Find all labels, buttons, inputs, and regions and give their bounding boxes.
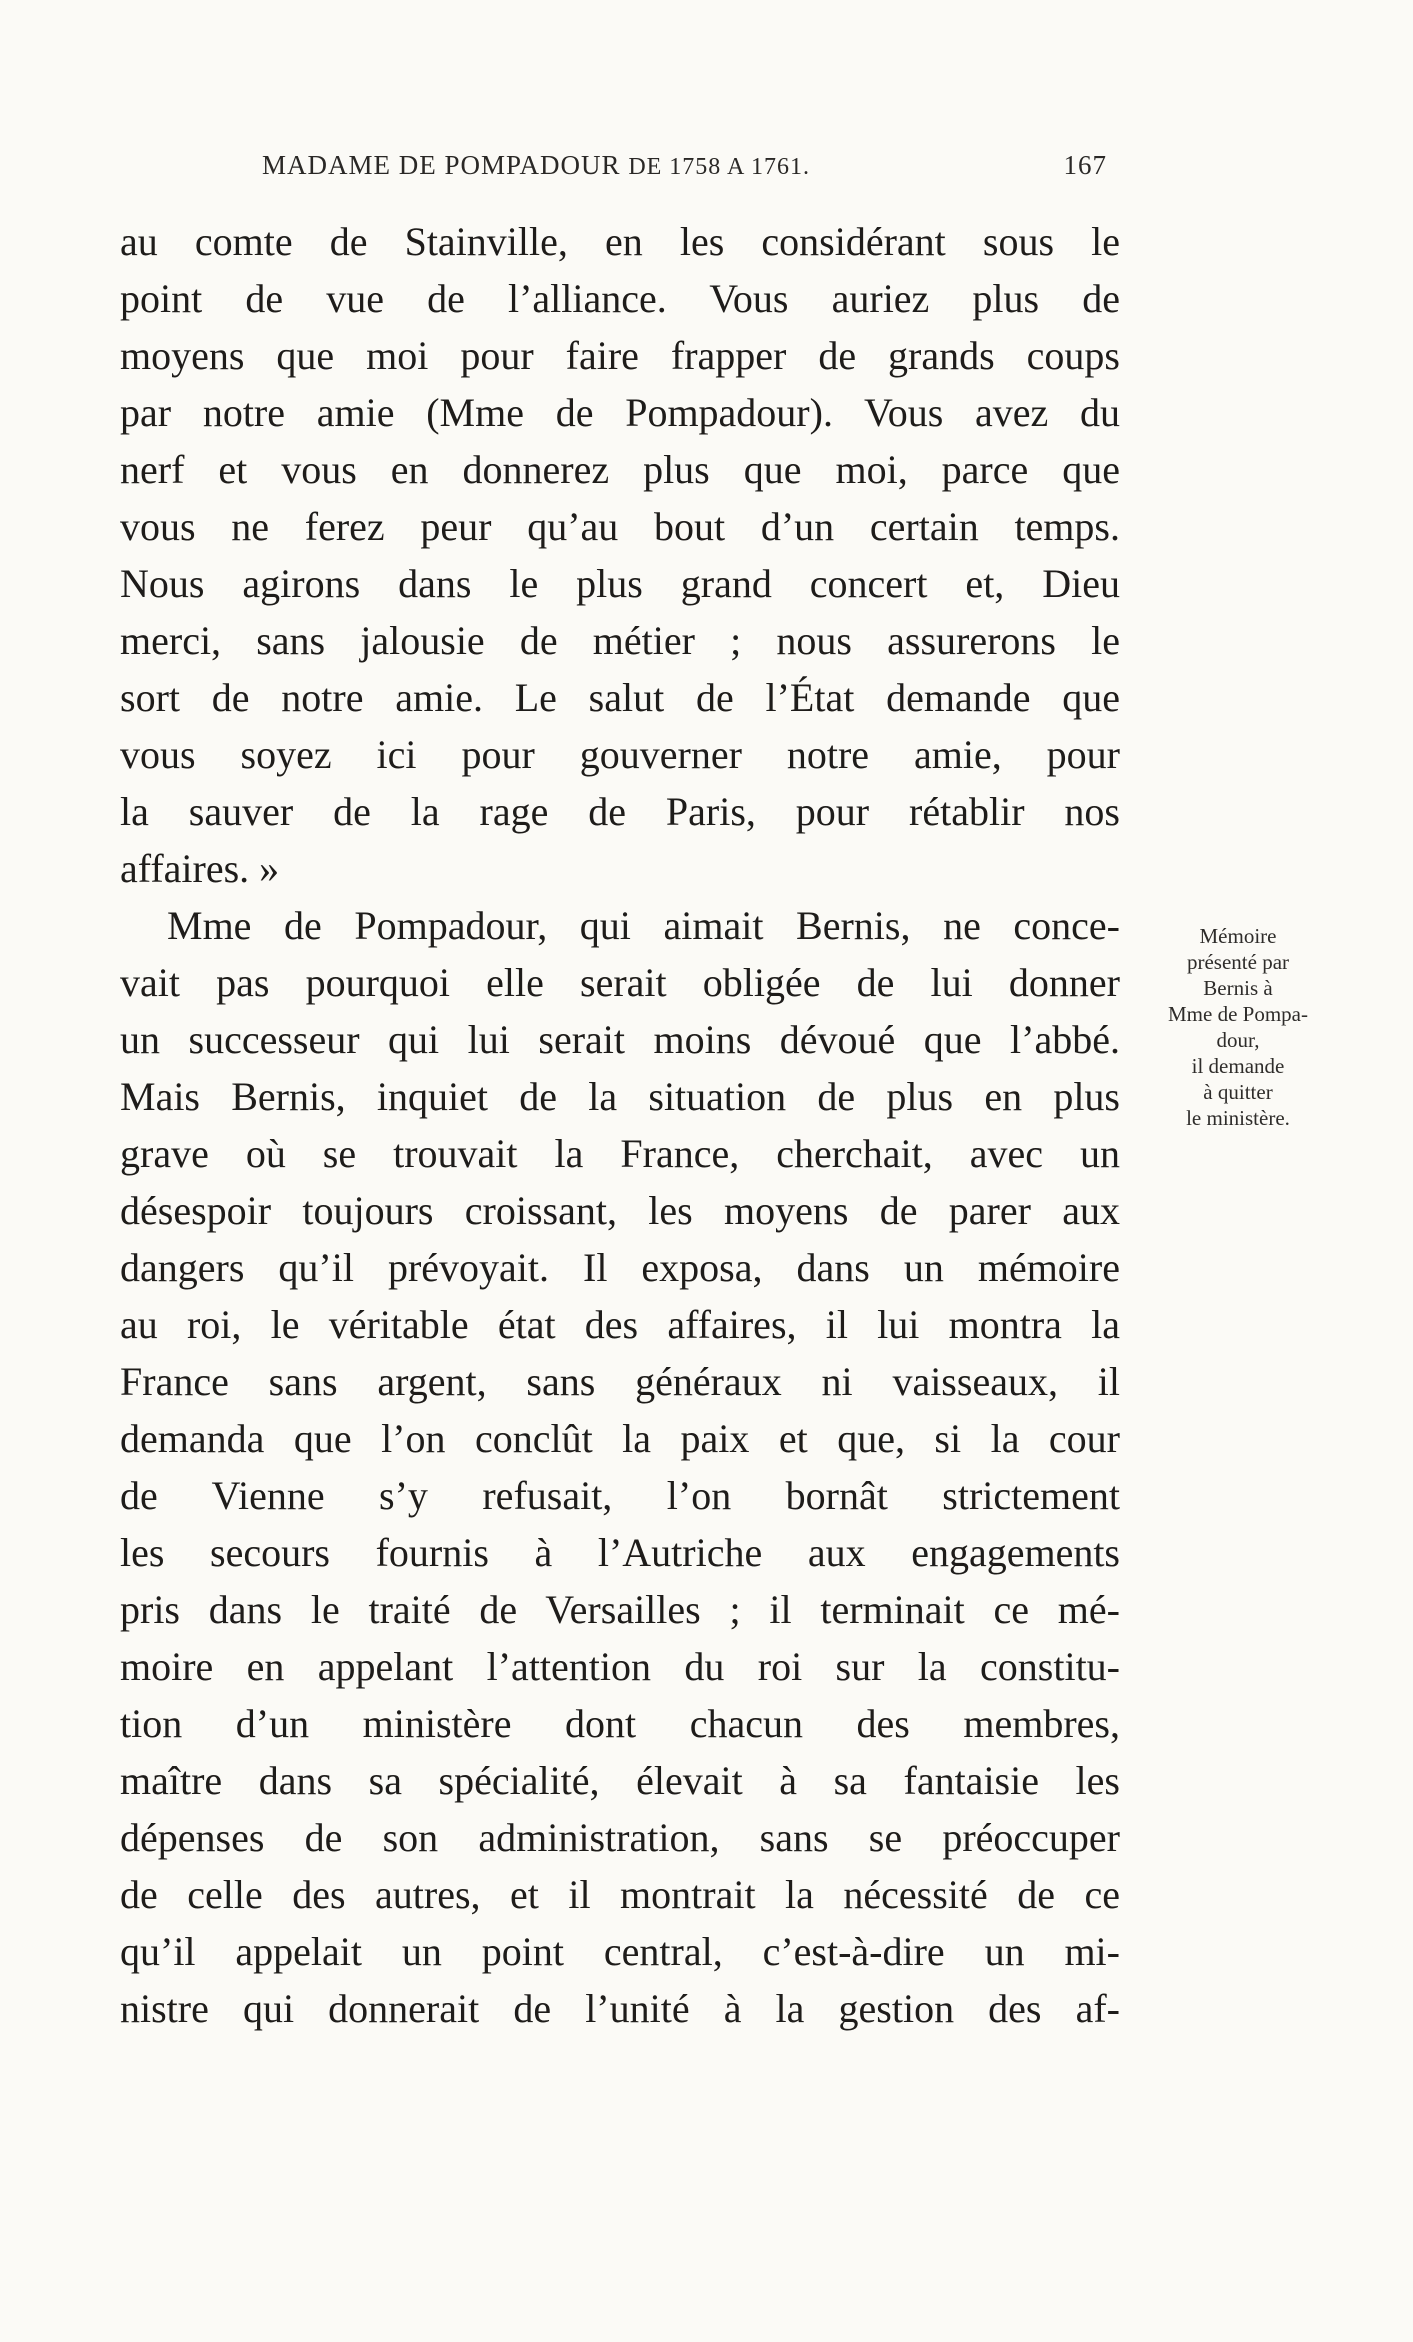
text-line: qu’il appelait un point central, c’est-à-dire un mi- xyxy=(120,1929,1120,1974)
text-line: Nous agirons dans le plus grand concert et, Dieu xyxy=(120,561,1120,606)
text-line-paragraph-end: affaires. » xyxy=(120,846,280,891)
text-line: les secours fournis à l’Autriche aux engagements xyxy=(120,1530,1120,1575)
marginal-note-line: dour, xyxy=(1216,1028,1260,1052)
text-line: vous soyez ici pour gouverner notre amie, pour xyxy=(120,732,1120,777)
text-line: moyens que moi pour faire frapper de grands coups xyxy=(120,333,1120,378)
marginal-note-line: il demande xyxy=(1191,1054,1285,1078)
text-line: vait pas pourquoi elle serait obligée de lui donner xyxy=(120,960,1120,1005)
text-line: tion d’un ministère dont chacun des membres, xyxy=(120,1701,1120,1746)
body-text xyxy=(120,213,1120,2037)
marginal-note-line: Bernis à xyxy=(1203,976,1273,1000)
text-line: au roi, le véritable état des affaires, il lui montra la xyxy=(120,1302,1120,1347)
text-line: désespoir toujours croissant, les moyens de parer aux xyxy=(120,1188,1120,1233)
text-line: maître dans sa spécialité, élevait à sa fantaisie les xyxy=(120,1758,1120,1803)
marginal-note-line: Mme de Pompa- xyxy=(1168,1002,1308,1026)
text-line: par notre amie (Mme de Pompadour). Vous avez du xyxy=(120,390,1120,435)
text-line: dangers qu’il prévoyait. Il exposa, dans un mémoire xyxy=(120,1245,1120,1290)
marginal-note-line: présenté par xyxy=(1186,950,1290,974)
running-head xyxy=(262,150,1107,194)
marginal-note-line: à quitter xyxy=(1203,1080,1273,1104)
running-title-main: MADAME DE POMPADOUR xyxy=(262,150,621,180)
marginal-note xyxy=(1138,923,1338,1131)
text-line: demanda que l’on conclût la paix et que, si la cour xyxy=(120,1416,1120,1461)
text-line: pris dans le traité de Versailles ; il terminait ce mé- xyxy=(120,1587,1120,1632)
text-line: merci, sans jalousie de métier ; nous assurerons le xyxy=(120,618,1120,663)
text-line: de celle des autres, et il montrait la nécessité de ce xyxy=(120,1872,1120,1917)
text-line: vous ne ferez peur qu’au bout d’un certain temps. xyxy=(120,504,1120,549)
text-line: France sans argent, sans généraux ni vaisseaux, il xyxy=(120,1359,1120,1404)
text-line: au comte de Stainville, en les considérant sous le xyxy=(120,219,1120,264)
text-line: grave où se trouvait la France, cherchait, avec un xyxy=(120,1131,1120,1176)
text-line: dépenses de son administration, sans se préoccuper xyxy=(120,1815,1120,1860)
text-line: de Vienne s’y refusait, l’on bornât strictement xyxy=(120,1473,1120,1518)
text-line: nistre qui donnerait de l’unité à la gestion des af- xyxy=(120,1986,1120,2031)
text-line: sort de notre amie. Le salut de l’État demande que xyxy=(120,675,1120,720)
marginal-note-line: Mémoire xyxy=(1199,924,1277,948)
text-line: point de vue de l’alliance. Vous auriez plus de xyxy=(120,276,1120,321)
running-title xyxy=(262,150,810,181)
marginal-note-line: le ministère. xyxy=(1186,1106,1290,1130)
running-title-dates: DE 1758 A 1761. xyxy=(628,154,810,180)
text-line: moire en appelant l’attention du roi sur la constitu- xyxy=(120,1644,1120,1689)
text-line: Mais Bernis, inquiet de la situation de plus en plus xyxy=(120,1074,1120,1119)
text-line: la sauver de la rage de Paris, pour rétablir nos xyxy=(120,789,1120,834)
text-line: nerf et vous en donnerez plus que moi, parce que xyxy=(120,447,1120,492)
text-line: un successeur qui lui serait moins dévoué que l’abbé. xyxy=(120,1017,1120,1062)
text-line-paragraph-start: Mme de Pompadour, qui aimait Bernis, ne conce- xyxy=(167,903,1120,948)
page-number: 167 xyxy=(1063,150,1107,180)
